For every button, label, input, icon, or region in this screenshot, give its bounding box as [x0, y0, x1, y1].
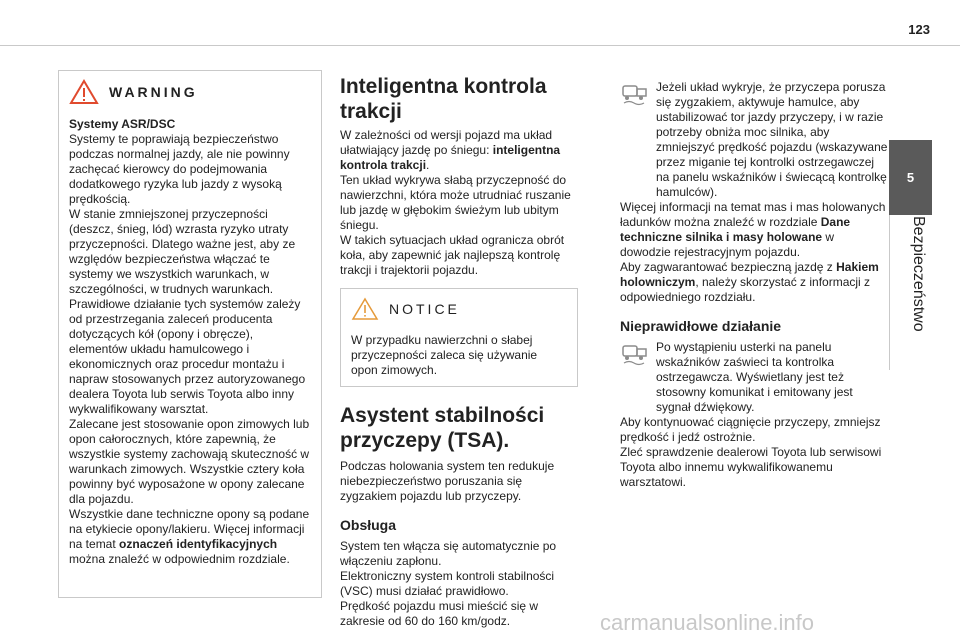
- page-number: 123: [908, 22, 930, 37]
- notice-box: [340, 288, 578, 387]
- right-text: Aby zagwarantować bezpieczną jazdę z: [620, 260, 837, 274]
- traction-paragraph: W takich sytuacjach układ ogranicza obrót koła, aby zapewnić jak najlepszą kontrolę trakcji i trajektorii pojazdu.: [340, 233, 565, 277]
- malfunction-paragraph: Zleć sprawdzenie dealerowi Toyota lub serwisowi Toyota albo innemu wykwalifikowanemu warsztatowi.: [620, 445, 882, 489]
- warning-paragraph: Prawidłowe działanie tych systemów zależy od przestrzegania zaleceń producenta dotyczących kół (opony i obręcze), elementów układu hamulcowego i ekonomicznych oraz procedur montażu i napraw stosowanych przez autoryzowanego dealera Toyota lub serwis Toyota albo inny wykwalifikowany warsztat.: [69, 297, 306, 416]
- warning-paragraph: Zalecane jest stosowanie opon zimowych lub opon całorocznych, które zapewnią, że wszystkie systemy zachowają skuteczność w warunkach zimowych. Wszystkie cztery koła powinny być wyposażone w opony zalecane dla pojazdu.: [69, 417, 310, 506]
- warning-paragraph: W stanie zmniejszonej przyczepności (deszcz, śnieg, lód) wzrasta ryzyko utraty przyczepności. Dlatego ważne jest, aby ze względów bezpieczeństwa włączać te systemy we wszystkich warunkach, w szczególności, w trudnych warunkach.: [69, 207, 296, 296]
- malfunction-paragraph: Po wystąpieniu usterki na panelu wskaźników zaświeci ta kontrolka ostrzegawcza. Wyświetlany jest też stosowny komunikat i emitowany jest sygnał dźwiękowy.: [656, 340, 853, 414]
- right-paragraph: [620, 260, 888, 305]
- warning-emphasis: oznaczeń identyfikacyjnych: [119, 537, 278, 551]
- malfunction-paragraph: Aby kontynuować ciągnięcie przyczepy, zmniejsz prędkość i jedź ostrożnie.: [620, 415, 881, 444]
- warning-header: [59, 71, 321, 113]
- traction-emphasis: inteligentna kontrola trakcji: [340, 143, 561, 172]
- traction-paragraph: Ten układ wykrywa słabą przyczepność do nawierzchni, która może utrudniać ruszanie lub jazdę w głębokim świeżym lub ubitym śniegu.: [340, 173, 571, 232]
- right-column: [620, 80, 888, 490]
- operation-paragraph: Elektroniczny system kontroli stabilności (VSC) musi działać prawidłowo.: [340, 569, 555, 598]
- warning-text: Wszystkie dane techniczne opony są podane na etykiecie opony/lakieru. Więcej informacji na temat: [69, 507, 310, 551]
- middle-column: [340, 74, 578, 629]
- notice-title: NOTICE: [389, 300, 460, 317]
- malfunction-heading: Nieprawidłowe działanie: [620, 318, 782, 334]
- right-text: w dowodzie rejestracyjnym pojazdu.: [620, 230, 835, 259]
- tsa-title-line: Asystent stabilności: [340, 404, 545, 427]
- fault-lamp-row: [620, 340, 888, 415]
- traction-title: Inteligentna kontrola trakcji: [340, 75, 547, 123]
- traction-text: W zależności od wersji pojazd ma układ ułatwiający jazdę po śniegu:: [340, 128, 553, 157]
- warning-triangle-icon: [69, 79, 99, 105]
- operation-paragraph: Prędkość pojazdu musi mieścić się w zakresie od 60 do 160 km/godz.: [340, 599, 539, 628]
- section-tab-number: 5: [889, 140, 932, 215]
- warning-paragraph: [69, 507, 311, 567]
- traction-text: .: [426, 158, 430, 172]
- operation-paragraph: System ten włącza się automatycznie po włączeniu zapłonu.: [340, 539, 557, 568]
- operation-heading: Obsługa: [340, 517, 397, 533]
- tsa-intro: Podczas holowania system ten redukuje niebezpieczeństwo poruszania się zygzakiem pojazdu lub przyczepy.: [340, 459, 555, 503]
- tsa-lamp-row: [620, 80, 888, 200]
- warning-text: można znaleźć w odpowiednim rozdziale.: [69, 552, 290, 566]
- warning-box: [58, 70, 322, 598]
- tsa-title: [340, 403, 578, 453]
- warning-title: WARNING: [109, 84, 198, 100]
- warning-paragraph: Systemy te poprawiają bezpieczeństwo podczas normalnej jazdy, ale nie powinny zachęcać kierowcy do podejmowania dodatkowego ryzyka lub jazdy z wysoką prędkością.: [69, 132, 290, 206]
- warning-heading: Systemy ASR/DSC: [69, 117, 176, 131]
- right-text: Więcej informacji na temat mas i mas holowanych ładunków można znaleźć w rozdziale: [620, 200, 886, 229]
- notice-body: [341, 329, 577, 386]
- notice-text: W przypadku nawierzchni o słabej przyczepności zaleca się używanie opon zimowych.: [351, 333, 538, 377]
- trailer-sway-fault-lamp-icon: [620, 340, 650, 368]
- trailer-sway-warning-lamp-icon: [620, 80, 650, 108]
- header-rule: [0, 45, 960, 46]
- right-paragraph: [620, 200, 888, 260]
- right-emphasis: Dane techniczne silnika i masy holowane: [620, 215, 851, 244]
- section-tab-label: Bezpieczeństwo: [910, 216, 927, 332]
- tsa-title-line: przyczepy (TSA).: [340, 429, 510, 452]
- traction-paragraph: [340, 128, 578, 173]
- notice-header: [341, 289, 577, 329]
- notice-triangle-icon: [351, 297, 379, 321]
- right-text: , należy skorzystać z informacji z odpowiedniego rozdziału.: [620, 275, 871, 304]
- watermark: carmanualsonline.info: [600, 610, 815, 635]
- right-emphasis: Hakiem holowniczym: [620, 260, 879, 289]
- tsa-lamp-paragraph: Jeżeli układ wykryje, że przyczepa porusza się zygzakiem, aktywuje hamulce, aby ustabilizować tor jazdy przyczepy, i w razie potrzeby obniża moc silnika, aby zmniejszyć prędkość pojazdu (wskazywane przez miganie tej kontrolki ostrzegawczej na panelu wskaźników i świecącą kontrolkę hamulców).: [656, 80, 888, 199]
- warning-body: [59, 113, 321, 571]
